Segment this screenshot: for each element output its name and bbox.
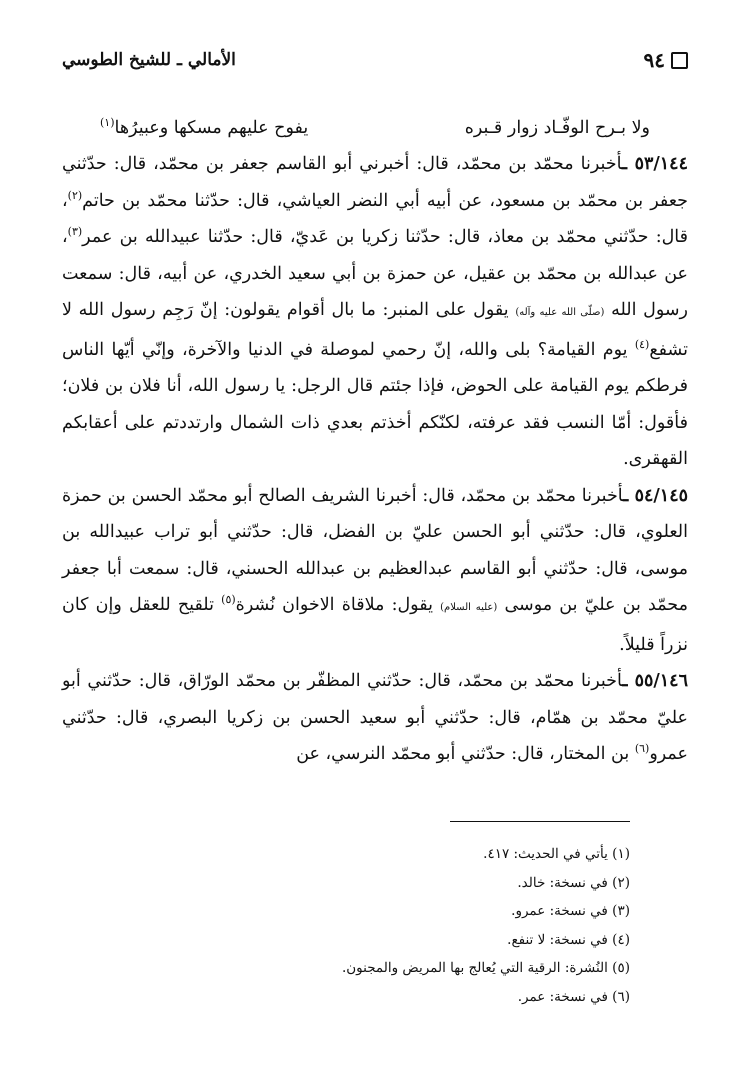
hadith-text: ، عن عبدالله بن محمّد بن عقيل، عن حمزة بن أبي سعيد الخدري، عن أبيه، قال: سمعت رسول الله	[62, 227, 688, 320]
hadith-text: يوم القيامة؟ بلى والله، إنّ رحمي لموصلة في الدنيا والآخرة، وإنّي أيّها الناس فرطكم يوم القيامة على الحوض، فإذا جئتم قال الرجل: يا رسول الله، أنا فلان بن فلان؛ فأقول: أمّا النسب فقد عرفته، لكنّكم أخذتم بعدي ذات الشمال وارتددتم على أعقابكم القهقرى.	[62, 339, 688, 469]
square-icon	[671, 52, 688, 69]
honorific: (عليه السلام)	[440, 602, 498, 613]
footnote-ref: (٥)	[221, 593, 236, 607]
honorific: (صلّى الله عليه وآله)	[515, 307, 605, 318]
running-title: الأمالي ـ للشيخ الطوسي	[62, 50, 236, 70]
hadith-text: تلقيح للعقل وإن كان نزراً قليلاً.	[62, 595, 688, 655]
hadith-number: ٥٣/١٤٤ ـ	[621, 154, 688, 174]
hadith-text: يقول على المنبر: ما بال أقوام يقولون: إنّ رَجِم رسول الله لا تشفع	[62, 300, 688, 360]
hadith-paragraph	[62, 663, 688, 773]
footnote-ref: (٤)	[634, 337, 650, 351]
hadith-paragraph	[62, 478, 688, 664]
verse-hemistich-left: ولا بـرح الوفّـاد زوار قـبره	[464, 118, 650, 138]
hadith-text: ، قال: حدّثني محمّد بن معاذ، قال: حدّثنا زكريا بن عَديّ، قال: حدّثنا عبيدالله بن عمر	[62, 190, 688, 247]
hadith-text: أخبرنا محمّد بن محمّد، قال: حدّثني المظفّر بن محمّد الورّاق، قال: حدّثني أبو عليّ محمّد بن همّام، قال: حدّثني أبو سعيد الحسن بن زكريا البصري، قال: حدّثني عمرو	[62, 671, 688, 764]
page-number-text: ٩٤	[643, 48, 665, 72]
footnote: (٤) في نسخة: لا تنفع.	[507, 931, 630, 948]
hadith-text: يقول: ملاقاة الاخوان نُشرة	[235, 595, 433, 615]
page-header	[62, 48, 688, 78]
hadith-paragraph	[62, 146, 688, 478]
footnote-ref: (٢)	[67, 188, 83, 202]
footnote: (١) يأتي في الحديث: ٤١٧.	[483, 846, 630, 862]
footnote: (٣) في نسخة: عمرو.	[511, 903, 630, 919]
page-number	[644, 48, 688, 72]
footnote-ref: (٦)	[634, 742, 650, 756]
body-text	[62, 110, 688, 773]
hadith-text: أخبرنا محمّد بن محمّد، قال: أخبرنا الشريف الصالح أبو محمّد الحسن بن حمزة العلوي، قال: حدّثني أبو الحسن عليّ بن الفضل، قال: حدّثني أبو تراب عبيدالله بن موسى، قال: حدّثني أبو القاسم عبدالعظيم بن عبدالله الحسني، قال: سمعت أبا جعفر محمّد بن عليّ بن موسى	[62, 485, 688, 615]
footnote: (٦) في نسخة: عمر.	[517, 988, 630, 1005]
footnote-separator	[450, 821, 630, 822]
poetry-verse	[62, 110, 688, 146]
footnote-ref: (٣)	[67, 225, 83, 239]
hadith-text: أخبرنا محمّد بن محمّد، قال: أخبرني أبو القاسم جعفر بن محمّد، قال: حدّثني جعفر بن محمّد بن مسعود، عن أبيه أبي النضر العياشي، قال: حدّثنا محمّد بن حاتم	[62, 154, 688, 211]
footnote: (٥) النُشرة: الرقية التي يُعالج بها المريض والمجنون.	[341, 960, 630, 976]
hadith-text: بن المختار، قال: حدّثني أبو محمّد النرسي، عن	[296, 744, 630, 764]
verse-hemistich-right: يفوح عليهم مسكها وعبيرُها$^{(١)}$	[100, 116, 309, 138]
footnotes	[70, 840, 630, 1011]
footnote-ref: (١)	[100, 116, 115, 130]
footnote: (٢) في نسخة: خالد.	[517, 874, 630, 891]
hadith-number: ٥٥/١٤٦ ـ	[622, 671, 688, 691]
hadith-number: ٥٤/١٤٥ ـ	[623, 485, 688, 506]
